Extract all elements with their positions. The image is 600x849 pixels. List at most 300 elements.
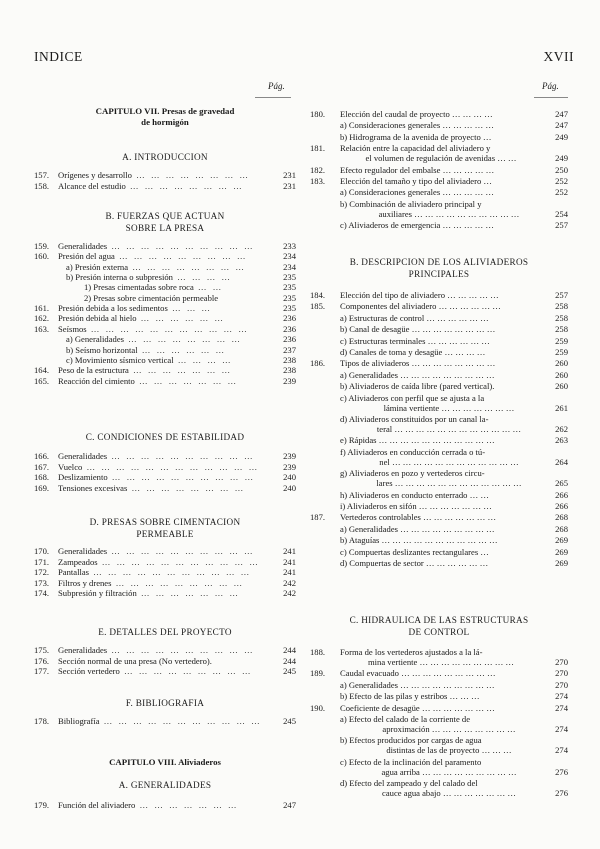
section-heading xyxy=(34,431,296,443)
index-entry xyxy=(310,647,568,667)
entry-text-line: f) Aliviaderos en conducción cerrada o tú- xyxy=(340,446,486,457)
entry-text xyxy=(66,345,226,355)
entry-text xyxy=(340,647,542,667)
entry-text xyxy=(340,290,542,300)
entry-text xyxy=(340,703,542,713)
entry-title: 1) Presas cimentadas sobre roca xyxy=(84,282,194,293)
entry-text-line: a) Estructuras de control … … … … … … xyxy=(340,312,489,323)
entry-text-line: c) Estructuras terminales … … … … … … xyxy=(340,335,490,346)
entry-text xyxy=(340,468,542,488)
entry-page: 245 xyxy=(283,666,296,677)
entry-page: 269 xyxy=(555,546,568,557)
entry-text xyxy=(66,272,232,282)
entry-text xyxy=(66,334,242,344)
entry-page: 239 xyxy=(283,375,296,386)
index-entry xyxy=(310,468,568,488)
index-entry xyxy=(34,451,296,461)
chapter-heading-line: CAPITULO VIII. Aliviaderos xyxy=(109,757,221,767)
index-entry xyxy=(310,165,568,175)
index-entry xyxy=(310,501,568,511)
section-heading-line: DE CONTROL xyxy=(408,627,470,637)
entry-page: 276 xyxy=(555,788,568,799)
index-entry xyxy=(34,557,296,567)
section-heading-line: E. DETALLES DEL PROYECTO xyxy=(98,627,232,637)
entry-number: 187. xyxy=(310,512,326,523)
index-entry xyxy=(310,435,568,445)
entry-page: 265 xyxy=(555,478,568,489)
entry-text xyxy=(58,170,250,180)
entry-page: 258 xyxy=(555,324,568,335)
index-entry xyxy=(34,282,296,292)
entry-text xyxy=(340,132,542,142)
entry-page: 258 xyxy=(555,301,568,312)
entry-leader-dots: … … … … … … … … … … … … xyxy=(82,461,260,472)
section-heading-line: C. HIDRAULICA DE LAS ESTRUCTURAS xyxy=(349,615,529,625)
running-header-right: XVII xyxy=(543,49,574,64)
entry-page: 266 xyxy=(555,501,568,511)
index-entry xyxy=(34,181,296,191)
entry-number: 168. xyxy=(34,472,50,483)
section-heading xyxy=(310,614,568,638)
entry-number: 159. xyxy=(34,241,50,251)
index-entry xyxy=(34,462,296,472)
entry-title: Presión del agua xyxy=(58,251,115,262)
entry-text-line: Efecto regulador del embalse … … … … … xyxy=(340,164,495,175)
chapter-heading xyxy=(34,757,296,768)
entry-title: c) Movimiento sísmico vertical xyxy=(66,354,174,365)
entry-leader-dots: … … … … … … … … … … … xyxy=(97,556,260,567)
index-entry xyxy=(310,301,568,311)
entry-page: 249 xyxy=(555,131,568,142)
entry-text xyxy=(340,336,542,346)
section-heading-line: SOBRE LA PRESA xyxy=(125,223,205,233)
entry-page: 260 xyxy=(555,358,568,369)
index-entry xyxy=(310,336,568,346)
section-heading xyxy=(34,697,296,709)
entry-title: Subpresión y filtración xyxy=(58,588,137,599)
entry-page: 235 xyxy=(283,282,296,293)
section-heading-line: A. GENERALIDADES xyxy=(118,780,212,790)
entry-page: 242 xyxy=(283,577,296,588)
entry-number: 161. xyxy=(34,303,50,314)
page-column-label-left: Pág. xyxy=(268,81,285,91)
entry-text xyxy=(58,588,240,598)
entry-text xyxy=(340,301,542,311)
entry-text-line: c) Aliviaderos de emergencia … … … … … xyxy=(340,220,495,231)
entry-text xyxy=(58,472,255,482)
entry-text xyxy=(58,666,253,676)
entry-number: 183. xyxy=(310,176,326,186)
index-entry xyxy=(310,691,568,701)
entry-text-line: c) Aliviaderos con perfil que se ajusta a la xyxy=(340,392,485,403)
entry-page: 250 xyxy=(555,164,568,175)
entry-number: 176. xyxy=(34,655,50,666)
index-entry xyxy=(310,358,568,368)
index-entry xyxy=(310,524,568,534)
entry-number: 181. xyxy=(310,143,326,154)
entry-page: 239 xyxy=(283,461,296,472)
index-entry xyxy=(310,558,568,568)
entry-page: 247 xyxy=(555,120,568,131)
section-heading xyxy=(34,151,296,163)
entry-page: 270 xyxy=(555,668,568,679)
entry-page: 268 xyxy=(555,512,568,523)
index-entry xyxy=(310,290,568,300)
entry-title: Sección normal de una presa (No vertedero). xyxy=(58,655,212,666)
entry-text xyxy=(58,546,255,556)
entry-leader-dots: … … xyxy=(193,282,224,293)
entry-leader-dots: … … … … … … … xyxy=(135,800,239,810)
entry-title: Alcance del estudio xyxy=(58,180,126,191)
entry-page: 242 xyxy=(283,588,296,599)
entry-text-line: aproximación … … … … … … … … xyxy=(382,724,516,734)
index-entry xyxy=(34,272,296,282)
entry-text xyxy=(340,435,542,445)
entry-text-line: Forma de los vertederos ajustados a la lá- xyxy=(340,647,483,657)
entry-number: 165. xyxy=(34,375,50,386)
entry-leader-dots: … … … … … … … … … … … xyxy=(86,323,249,334)
entry-text xyxy=(340,535,542,545)
entry-text-line: b) Efectos producidos por cargas de agua xyxy=(340,735,482,746)
index-entry xyxy=(34,345,296,355)
entry-page: 247 xyxy=(555,109,568,119)
entry-page: 233 xyxy=(283,241,296,251)
entry-text-line: a) Generalidades … … … … … … … … … xyxy=(340,523,495,534)
entry-number: 185. xyxy=(310,301,326,312)
entry-text xyxy=(58,251,248,261)
entry-text xyxy=(340,143,542,163)
entry-title: Presión debida a los sedimentos xyxy=(58,303,168,314)
index-entry xyxy=(34,293,296,303)
entry-text xyxy=(58,483,245,493)
entry-number: 184. xyxy=(310,290,326,300)
entry-text xyxy=(58,567,251,577)
entry-page: 240 xyxy=(283,482,296,493)
entry-text xyxy=(340,757,542,777)
entry-title: Filtros y drenes xyxy=(58,577,112,588)
entry-leader-dots: … … … … … … … … xyxy=(131,170,250,180)
entry-page: 241 xyxy=(283,546,296,556)
entry-text-line: b) Hidrograma de la avenida de proyecto … xyxy=(340,131,492,142)
entry-number: 158. xyxy=(34,180,50,191)
index-entry xyxy=(310,176,568,186)
index-entry xyxy=(34,251,296,261)
index-entry xyxy=(310,199,568,219)
entry-text xyxy=(340,778,542,798)
entry-page: 270 xyxy=(555,657,568,667)
index-entry xyxy=(310,414,568,434)
index-entry xyxy=(310,132,568,142)
entry-text-line: i) Aliviaderos en sifón … … … … … … … xyxy=(340,501,492,511)
index-entry xyxy=(34,303,296,313)
entry-text-line: Coeficiente de desagüe … … … … … … … xyxy=(340,702,495,713)
entry-leader-dots: … … … … … … xyxy=(136,313,225,324)
entry-text xyxy=(340,393,542,413)
entry-title: Reacción del cimiento xyxy=(58,375,135,386)
entry-page: 276 xyxy=(555,766,568,777)
entry-leader-dots: … … … … … … xyxy=(137,344,227,355)
entry-number: 178. xyxy=(34,716,50,726)
index-entry xyxy=(34,483,296,493)
entry-text xyxy=(66,355,233,365)
entry-page: 258 xyxy=(555,312,568,323)
entry-text xyxy=(340,347,542,357)
index-entry xyxy=(310,109,568,119)
entry-leader-dots: … … … … … … … … … … xyxy=(107,241,255,251)
entry-leader-dots: … … … … … … … xyxy=(128,365,233,376)
entry-text xyxy=(340,313,542,323)
entry-text-line: Caudal evacuado … … … … … … … … … xyxy=(340,668,496,679)
entry-text xyxy=(340,165,542,175)
index-entry xyxy=(34,324,296,334)
index-entry xyxy=(34,588,296,598)
entry-text-line: teral … … … … … … … … … … … … xyxy=(376,424,522,434)
entry-text xyxy=(340,120,542,130)
entry-text xyxy=(58,376,238,386)
entry-title: Sección vertedero xyxy=(58,666,120,677)
entry-page: 266 xyxy=(555,489,568,500)
entry-text xyxy=(340,501,542,511)
section-heading-line: B. FUERZAS QUE ACTUAN xyxy=(105,211,225,221)
index-entry xyxy=(310,757,568,777)
entry-page: 234 xyxy=(283,261,296,272)
index-entry xyxy=(34,666,296,676)
index-entry xyxy=(34,716,296,726)
entry-leader-dots: … … … … … … … … … … … xyxy=(99,716,262,726)
entry-page: 238 xyxy=(283,354,296,365)
entry-text-line: nel … … … … … … … … … … … … xyxy=(379,456,519,467)
entry-page: 252 xyxy=(555,176,568,186)
entry-text-line: el volumen de regulación de avenidas … … xyxy=(365,153,517,164)
entry-page: 238 xyxy=(283,365,296,376)
entry-text-line: b) Efecto de las pilas y estribos … … … xyxy=(340,691,480,702)
chapter-heading xyxy=(34,106,296,128)
entry-text xyxy=(340,668,542,678)
entry-text-line: h) Aliviaderos en conducto enterrado … … xyxy=(340,489,489,500)
section-heading-line: B. DESCRIPCION DE LOS ALIVIADEROS xyxy=(349,257,529,267)
entry-number: 182. xyxy=(310,164,326,175)
index-entry xyxy=(310,547,568,557)
entry-leader-dots: … … … xyxy=(167,303,213,314)
entry-text xyxy=(340,358,542,368)
entry-text xyxy=(340,109,542,119)
section-heading xyxy=(34,516,296,540)
entry-text xyxy=(66,262,246,272)
entry-text xyxy=(340,370,542,380)
entry-page: 231 xyxy=(283,180,296,191)
index-entry xyxy=(310,393,568,413)
index-entry xyxy=(310,370,568,380)
entry-text xyxy=(58,313,225,323)
entry-leader-dots: … … … … … … … … … xyxy=(119,666,253,677)
entry-page: 264 xyxy=(555,456,568,467)
entry-number: 162. xyxy=(34,313,50,324)
entry-text-line: b) Canal de desagüe … … … … … … … … xyxy=(340,324,496,335)
index-entry xyxy=(34,241,296,251)
entry-text xyxy=(58,645,255,655)
entry-number: 175. xyxy=(34,645,50,655)
entry-text-line: a) Consideraciones generales … … … … … xyxy=(340,120,494,131)
entry-text xyxy=(340,199,542,219)
entry-page: 249 xyxy=(555,153,568,164)
entry-page: 240 xyxy=(283,472,296,483)
entry-text xyxy=(58,462,259,472)
section-heading-line: F. BIBLIOGRAFIA xyxy=(125,698,205,708)
index-entry xyxy=(310,512,568,522)
entry-text xyxy=(340,447,542,467)
entry-text xyxy=(340,220,542,230)
entry-title: Función del aliviadero xyxy=(58,800,136,810)
entry-text xyxy=(58,557,260,567)
entry-page: 244 xyxy=(283,655,296,666)
entry-page: 236 xyxy=(283,313,296,324)
index-entry xyxy=(34,578,296,588)
entry-number: 190. xyxy=(310,702,326,713)
entry-page: 235 xyxy=(283,292,296,303)
entry-text-line: b) Combinación de aliviadero principal y xyxy=(340,198,482,209)
entry-text-line: c) Compuertas deslizantes rectangulares … xyxy=(340,546,489,557)
entry-title: Generalidades xyxy=(58,451,108,461)
entry-text xyxy=(340,187,542,197)
entry-page: 236 xyxy=(283,323,296,334)
entry-page: 274 xyxy=(555,702,568,713)
entry-text-line: agua arriba … … … … … … … … … xyxy=(381,766,517,777)
entry-page: 254 xyxy=(555,208,568,219)
entry-text-line: d) Aliviaderos constituidos por un canal la- xyxy=(340,414,489,424)
index-entry xyxy=(34,170,296,180)
entry-title: Generalidades xyxy=(58,645,108,655)
entry-text-line: lámina vertiente … … … … … … … xyxy=(383,402,515,413)
entry-title: b) Presión interna o subpresión xyxy=(66,272,173,283)
section-heading-line: D. PRESAS SOBRE CIMENTACION xyxy=(89,517,241,527)
entry-text-line: b) Ataguías … … … … … … … … … … … xyxy=(340,535,498,546)
entry-text-line: Elección del caudal de proyecto … … … … xyxy=(340,109,493,119)
entry-title: Peso de la estructura xyxy=(58,365,129,376)
entry-text-line: Componentes del aliviadero … … … … … … xyxy=(340,301,501,312)
entry-text xyxy=(340,691,542,701)
entry-text-line: d) Efecto del zampeado y del calado del xyxy=(340,778,478,789)
entry-text-line: distintas de las de proyecto … … … xyxy=(386,745,512,756)
index-entry xyxy=(310,778,568,798)
index-entry xyxy=(310,143,568,163)
entry-leader-dots: … … … … … … … … … … xyxy=(107,451,255,461)
entry-text-line: d) Canales de toma y desagüe … … … … xyxy=(340,347,486,357)
entry-page: 260 xyxy=(555,381,568,392)
index-entry xyxy=(34,262,296,272)
index-entry xyxy=(310,381,568,391)
entry-text-line: cauce agua abajo … … … … … … … xyxy=(382,788,516,799)
index-entry xyxy=(310,535,568,545)
entry-text-line: lares … … … … … … … … … … … … xyxy=(376,478,522,489)
entry-text xyxy=(340,324,542,334)
entry-text xyxy=(340,381,542,391)
running-header-left: INDICE xyxy=(34,49,83,64)
index-entry xyxy=(310,187,568,197)
entry-text-line: Vertederos controlables … … … … … … … xyxy=(340,512,497,523)
entry-text-line: Elección del tamaño y tipo del aliviadero … xyxy=(340,176,493,186)
entry-page: 270 xyxy=(555,679,568,690)
entry-number: 174. xyxy=(34,588,50,599)
entry-leader-dots: … … … … … … … … xyxy=(128,261,246,272)
entry-text-line: a) Consideraciones generales … … … … … xyxy=(340,187,494,198)
section-heading xyxy=(34,779,296,791)
entry-text-line: Relación entre la capacidad del aliviadero y xyxy=(340,143,491,154)
section-heading xyxy=(310,256,568,280)
entry-title: b) Seísmo horizontal xyxy=(66,344,138,355)
index-entry xyxy=(310,324,568,334)
entry-text xyxy=(58,451,255,461)
entry-page: 237 xyxy=(283,344,296,355)
entry-page: 241 xyxy=(283,567,296,578)
entry-number: 160. xyxy=(34,251,50,262)
entry-text xyxy=(340,176,542,186)
entry-text xyxy=(340,735,542,755)
entry-text-line: d) Compuertas de sector … … … … … … xyxy=(340,558,489,568)
entry-page: 235 xyxy=(283,303,296,314)
entry-text xyxy=(340,558,542,568)
entry-page: 268 xyxy=(555,523,568,534)
entry-text xyxy=(58,181,244,191)
index-entry xyxy=(34,376,296,386)
section-heading-line: PERMEABLE xyxy=(136,529,194,539)
index-entry xyxy=(34,800,296,810)
entry-title: a) Presión externa xyxy=(66,261,129,272)
entry-page: 274 xyxy=(555,745,568,756)
entry-page: 274 xyxy=(555,691,568,702)
entry-text-line: g) Aliviaderos en pozo y vertederos circu- xyxy=(340,468,485,479)
entry-title: Presión debida al hielo xyxy=(58,313,137,324)
section-heading-line: PRINCIPALES xyxy=(408,269,470,279)
entry-leader-dots: … … … … … … … … … xyxy=(114,251,248,262)
entry-number: 177. xyxy=(34,666,50,677)
entry-page: 261 xyxy=(555,402,568,413)
index-entry xyxy=(34,546,296,556)
entry-title: Generalidades xyxy=(58,546,108,556)
entry-page: 245 xyxy=(283,716,296,726)
entry-title: Pantallas xyxy=(58,567,90,578)
entry-page: 269 xyxy=(555,535,568,546)
entry-text xyxy=(340,414,542,434)
entry-leader-dots: … … … … … … … … xyxy=(123,334,242,345)
page-column-label-right: Pág. xyxy=(542,81,559,91)
index-entry xyxy=(310,703,568,713)
entry-number: 157. xyxy=(34,170,50,180)
entry-page: 234 xyxy=(283,251,296,262)
entry-number: 179. xyxy=(34,800,50,810)
index-entry xyxy=(310,120,568,130)
entry-text xyxy=(58,716,262,726)
entry-number: 170. xyxy=(34,546,50,556)
entry-leader-dots: … … … … … … … … xyxy=(127,482,246,493)
entry-number: 188. xyxy=(310,647,326,657)
entry-leader-dots: … … … … … … … xyxy=(134,375,239,386)
entry-text xyxy=(84,293,218,303)
entry-number: 180. xyxy=(310,109,326,119)
entry-leader-dots: … … … … … … … … … … … xyxy=(89,567,252,578)
entry-text xyxy=(340,680,542,690)
entry-number: 169. xyxy=(34,482,50,493)
index-entry xyxy=(310,347,568,357)
entry-leader-dots: … … … … … … … … … … xyxy=(107,645,255,655)
entry-title: Tensiones excesivas xyxy=(58,482,128,493)
index-entry xyxy=(310,220,568,230)
index-entry xyxy=(34,472,296,482)
entry-number: 173. xyxy=(34,577,50,588)
entry-page: 252 xyxy=(555,187,568,198)
entry-number: 164. xyxy=(34,365,50,376)
entry-page: 241 xyxy=(283,556,296,567)
page-label-rule-right xyxy=(534,97,568,98)
